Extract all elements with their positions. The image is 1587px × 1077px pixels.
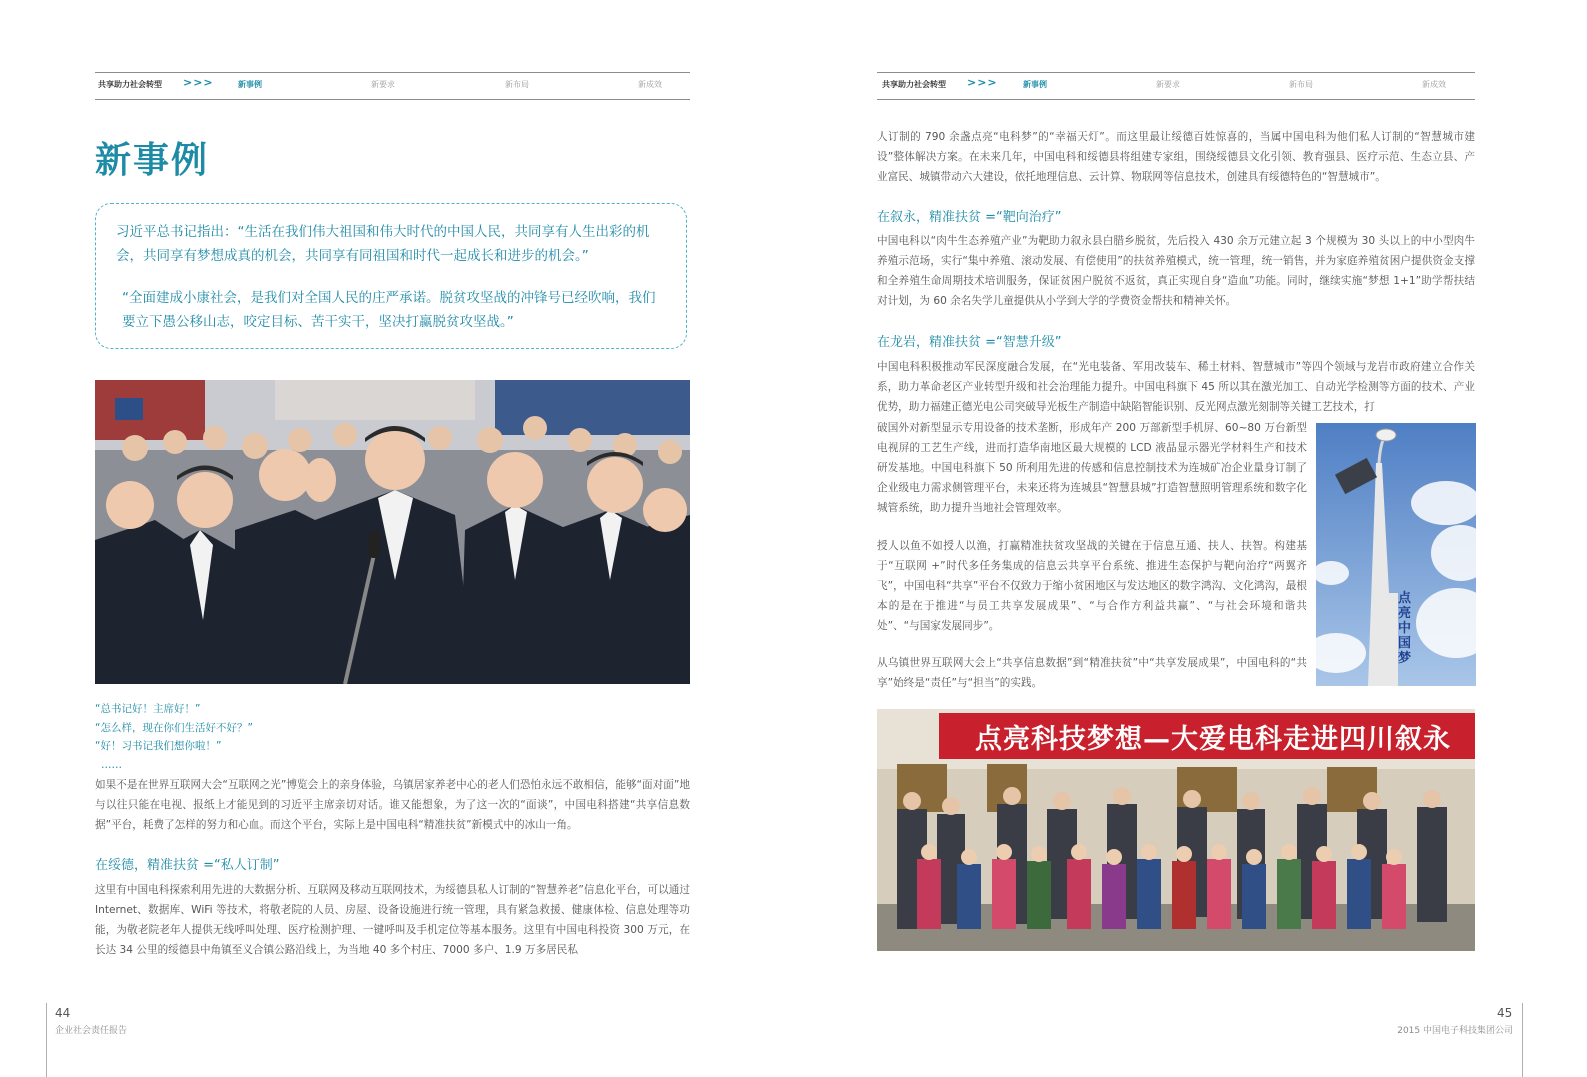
quote-1: 习近平总书记指出：“生活在我们伟大祖国和伟大时代的中国人民，共同享有人生出彩的机会，共同享有梦想成真的机会，共同享有同祖国和时代一起成长和进步的机会。” — [116, 224, 650, 264]
paragraph-longyan-a: 中国电科积极推动军民深度融合发展，在“光电装备、军用改装车、稀土材料、智慧城市”等四个领域与龙岩市政府建立合作关系，助力革命老区产业转型升级和社会治理能力提升。中国电科旗下 45 所以其在激光加工、自动光学检测等方面的技术、产业优势，助力福建正德光电公司突破导光板生产制造中缺陷智能识别、反光网点激光刻制等关键工艺技术，打 — [877, 361, 1475, 413]
quote-2: “全面建成小康社会，是我们对全国人民的庄严承诺。脱贫攻坚战的冲锋号已经吹响，我们要立下愚公移山志，咬定目标、苦干实干，坚决打赢脱贫攻坚战。” — [122, 290, 656, 330]
tab-requirements[interactable]: 新要求 — [371, 80, 395, 89]
dialogue-line: …… — [101, 758, 122, 771]
header-nav-right — [877, 72, 1475, 100]
paragraph-xuyong: 中国电科以“肉牛生态养殖产业”为靶助力叙永县白腊乡脱贫，先后投入 430 余万元建立起 3 个规模为 30 头以上的中小型肉牛养殖示范场，实行“集中养殖、滚动发展、有偿使用”的扶贫养殖模式，统一管理，统一销售，并为家庭养殖贫困户提供资金支撑和全养殖生命周期技术培训服务，保证贫困户脱贫不返贫，真正实现自身“造血”功能。同时，继续实施“梦想 1+1”助学帮扶结对计划，为 60 余名失学儿童提供从小学到大学的学费资金帮扶和精神关怀。 — [877, 235, 1475, 307]
footer-divider-left — [46, 1003, 47, 1077]
subhead-suide: 在绥德，精准扶贫 =“私人订制” — [95, 858, 280, 873]
subhead-longyan: 在龙岩，精准扶贫 =“智慧升级” — [877, 335, 1062, 350]
nav-arrows: >>> — [967, 76, 998, 89]
paragraph-internet-plus: 授人以鱼不如授人以渔，打赢精准扶贫攻坚战的关键在于信息互通、扶人、扶智。构建基于“互联网 +”时代多任务集成的信息云共享平台系统、推进生态保护与靶向治疗“两翼齐飞”，中国电科“共享”平台不仅致力于缩小贫困地区与发达地区的数字鸿沟、文化鸿沟，最根本的是在于推进“与员工共享发展成果”、“与合作方利益共赢”、“与社会环境和谐共处”、“与国家发展同步”。 — [877, 540, 1307, 632]
photo-group-banner — [877, 709, 1475, 951]
nav-arrows: >>> — [183, 76, 214, 89]
tab-layout[interactable]: 新布局 — [1289, 80, 1313, 89]
footer-label-right: 2015 中国电子科技集团公司 — [1397, 1026, 1513, 1036]
paragraph-suide: 这里有中国电科探索利用先进的大数据分析、互联网及移动互联网技术，为绥德县私人订制的“智慧养老”信息化平台，可以通过 Internet、数据库、WiFi 等技术，将敬老院的人员、房屋、设备设施进行统一管理，具有紧急救援、健康体检、信息处理等功能，为敬老院老年人提供无线呼叫处理、医疗检测护理、一键呼叫及手机定位等基本服务。这里有中国电科投资 300 万元，在长达 34 公里的绥德县中角镇至义合镇公路沿线上，为当地 40 多个村庄、7000 多户、1.9 万多居民私 — [95, 884, 690, 956]
photo-leaders — [95, 380, 690, 684]
tab-results[interactable]: 新成效 — [638, 80, 662, 89]
tab-results[interactable]: 新成效 — [1422, 80, 1446, 89]
tab-current[interactable]: 新事例 — [238, 80, 262, 89]
footer-divider-right — [1522, 1003, 1523, 1077]
nav-section: 共享助力社会转型 — [882, 80, 946, 89]
pole-slogan: 点亮中国梦 — [1398, 591, 1412, 666]
subhead-xuyong: 在叙永，精准扶贫 =“靶向治疗” — [877, 210, 1062, 225]
paragraph-sharing: 从乌镇世界互联网大会上“共享信息数据”到“精准扶贫”中“共享发展成果”，中国电科的“共享”始终是“责任”与“担当”的实践。 — [877, 657, 1307, 689]
paragraph-longyan-b: 破国外对新型显示专用设备的技术垄断，形成年产 200 万部新型手机屏、60~80 万台新型电视屏的工艺生产线，进而打造华南地区最大规模的 LCD 液晶显示器光学材料生产和技术研发基地。中国电科旗下 50 所利用先进的传感和信息控制技术为连城矿冶企业量身订制了企业级电力需求侧管理平台，未来还将为连城县“智慧县城”打造智慧照明管理系统和数字化城管系统，助力提升当地社会管理效率。 — [877, 422, 1307, 514]
page-number-left: 44 — [55, 1006, 71, 1020]
dialogue-line: “怎么样，现在你们生活好不好？” — [95, 721, 253, 734]
footer-label-left: 企业社会责任报告 — [55, 1026, 128, 1036]
tab-layout[interactable]: 新布局 — [505, 80, 529, 89]
dialogue-line: “总书记好！主席好！” — [95, 703, 201, 715]
page-number-right: 45 — [1497, 1006, 1513, 1020]
dialogue-block — [95, 700, 253, 774]
tab-requirements[interactable]: 新要求 — [1156, 80, 1180, 89]
banner-text: 点亮科技梦想—大爱电科走进四川叙永 — [975, 724, 1451, 755]
quote-box — [95, 203, 687, 349]
page-title: 新事例 — [95, 140, 210, 181]
nav-section: 共享助力社会转型 — [98, 80, 162, 89]
dialogue-line: “好！习书记我们想你啦！” — [95, 740, 222, 752]
tab-current[interactable]: 新事例 — [1023, 80, 1047, 89]
photo-street-lamp-illustration — [1316, 423, 1476, 686]
photo-street-lamp — [1316, 423, 1476, 686]
header-nav-left — [95, 72, 690, 100]
photo-leaders-illustration — [95, 380, 690, 684]
paragraph-smart-city: 人订制的 790 余盏点亮“电科梦”的“幸福天灯”。而这里最让绥德百姓惊喜的，当属中国电科为他们私人订制的“智慧城市建设”整体解决方案。在未来几年，中国电科和绥德县将组建专家组，围绕绥德县文化引领、教育强县、医疗示范、生态立县、产业富民、城镇带动六大建设，依托地理信息、云计算、物联网等信息技术，创建具有绥德特色的“智慧城市”。 — [877, 131, 1475, 183]
paragraph-wuzhen: 如果不是在世界互联网大会“互联网之光”博览会上的亲身体验，乌镇居家养老中心的老人们恐怕永远不敢相信，能够“面对面”地与以往只能在电视、报纸上才能见到的习近平主席亲切对话。谁又能想象，为了这一次的“面谈”，中国电科搭建“共享信息数据”平台，耗费了怎样的努力和心血。而这个平台，实际上是中国电科“精准扶贫”新模式中的冰山一角。 — [95, 779, 690, 831]
